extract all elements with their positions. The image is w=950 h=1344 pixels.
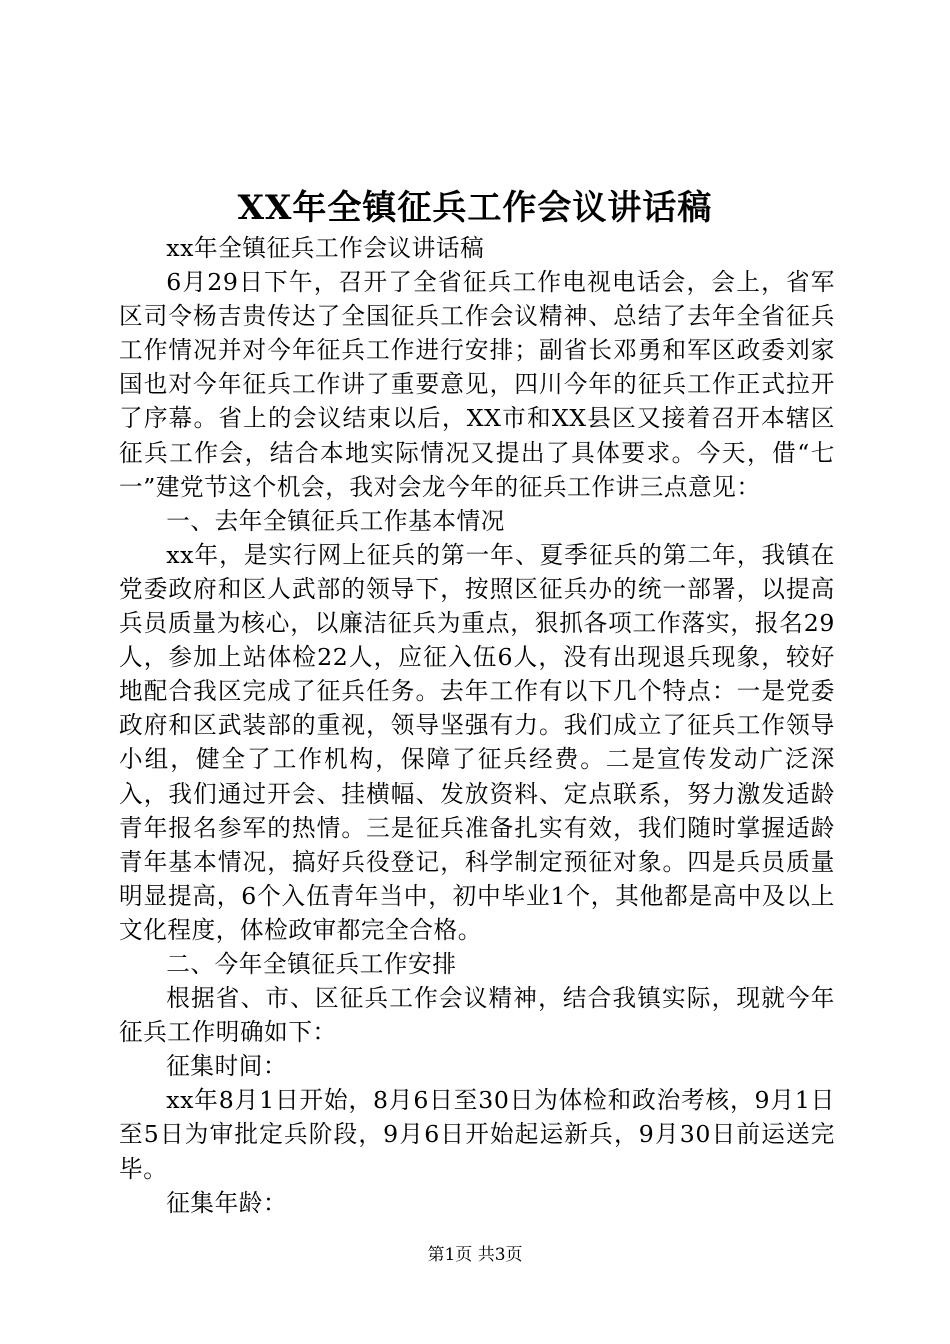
section-heading-1: 一、去年全镇征兵工作基本情况 <box>166 506 505 535</box>
paragraph-last-year: xx年，是实行网上征兵的第一年、夏季征兵的第二年，我镇在党委政府和区人武部的领导下，按照区征兵办的统一部署，以提高兵员质量为核心，以廉洁征兵为重点，狠抓各项工作落实，报名29人，参加上站体检22人，应征入伍6人，没有出现退兵现象，较好地配合我区完成了征兵任务。去年工作有以下几个特点：一是党委政府和区武装部的重视，领导坚强有力。我们成立了征兵工作领导小组，健全了工作机构，保障了征兵经费。二是宣传发动广泛深入，我们通过开会、挂横幅、发放资料、定点联系，努力激发适龄青年报名参军的热情。三是征兵准备扎实有效，我们随时掌握适龄青年基本情况，搞好兵役登记，科学制定预征对象。四是兵员质量明显提高，6个入伍青年当中，初中毕业1个，其他都是高中及以上文化程度，体检政审都完全合格。 <box>119 540 835 944</box>
document-body <box>119 231 835 1220</box>
page-footer: 第1页 共3页 <box>427 1245 523 1265</box>
subheading-time: 征集时间： <box>166 1052 288 1081</box>
subheading-age: 征集年龄： <box>166 1188 288 1217</box>
paragraph-time: xx年8月1日开始，8月6日至30日为体检和政治考核，9月1日至5日为审批定兵阶段，9月6日开始起运新兵，9月30日前运送完毕。 <box>119 1086 835 1183</box>
paragraph-arrangement: 根据省、市、区征兵工作会议精神，结合我镇实际，现就今年征兵工作明确如下： <box>119 984 835 1047</box>
paragraph-intro: 6月29日下午，召开了全省征兵工作电视电话会，会上，省军区司令杨吉贵传达了全国征兵工作会议精神、总结了去年全省征兵工作情况并对今年征兵工作进行安排；副省长邓勇和军区政委刘家国也对今年征兵工作讲了重要意见，四川今年的征兵工作正式拉开了序幕。省上的会议结束以后，XX市和XX县区又接着召开本辖区征兵工作会，结合本地实际情况又提出了具体要求。今天，借“七一”建党节这个机会，我对会龙今年的征兵工作讲三点意见： <box>119 268 835 501</box>
document-title: XX年全镇征兵工作会议讲话稿 <box>237 188 713 228</box>
section-heading-2: 二、今年全镇征兵工作安排 <box>166 949 457 978</box>
paragraph-subtitle: xx年全镇征兵工作会议讲话稿 <box>166 234 485 262</box>
